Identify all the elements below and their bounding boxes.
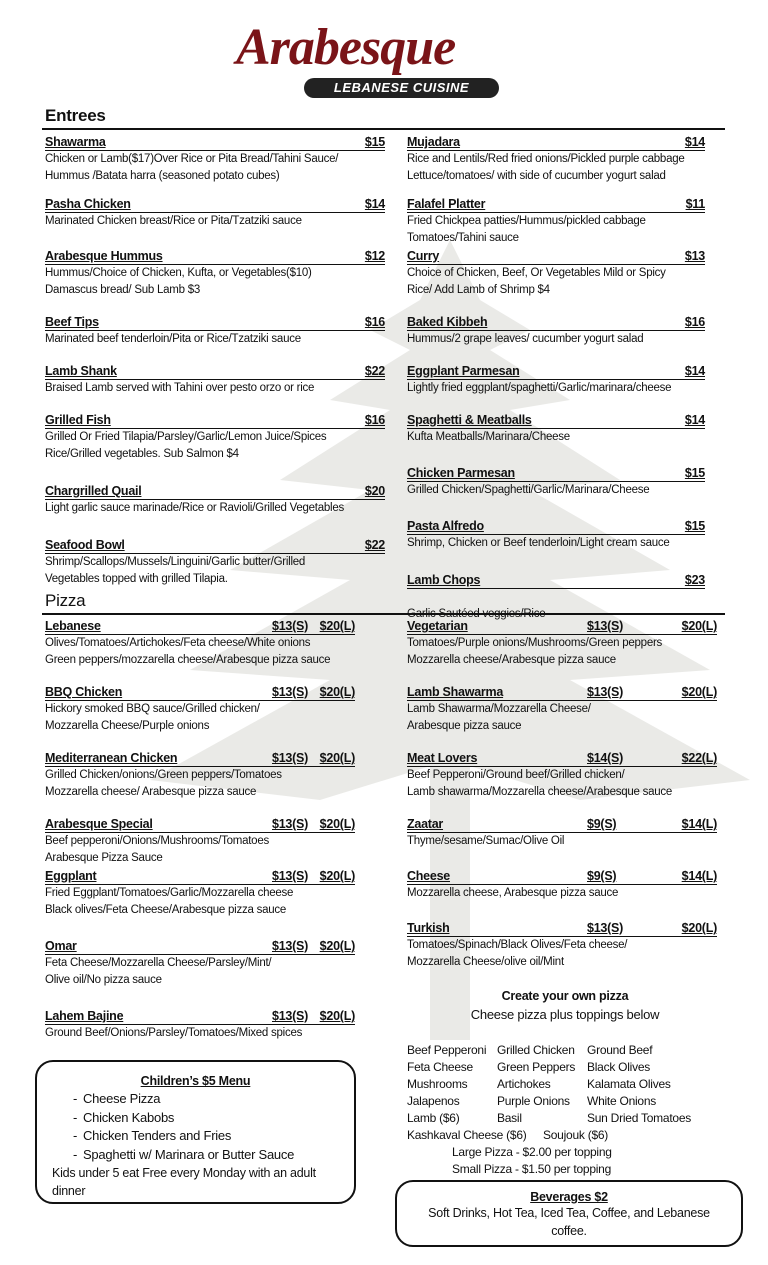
- menu-item-description: Beef Pepperoni/Ground beef/Grilled chicken/: [407, 769, 625, 781]
- menu-item-name: Grilled Fish: [45, 413, 111, 427]
- menu-item-header: [407, 465, 705, 482]
- menu-item-description: Thyme/sesame/Sumac/Olive Oil: [407, 835, 565, 847]
- menu-item-name: Eggplant Parmesan: [407, 364, 520, 378]
- toppings-list: [407, 1042, 707, 1178]
- menu-item-name: Arabesque Hummus: [45, 249, 163, 263]
- bullet-dash: -: [73, 1128, 78, 1143]
- topping-option: Beef Pepperoni: [407, 1043, 487, 1057]
- menu-item-description: Chicken or Lamb($17)Over Rice or Pita Bread/Tahini Sauce/: [45, 153, 339, 165]
- menu-item-name: Baked Kibbeh: [407, 315, 488, 329]
- menu-item-description: Marinated beef tenderloin/Pita or Rice/Tzatziki sauce: [45, 333, 301, 345]
- menu-item-header: [407, 816, 717, 833]
- menu-item-description: Beef pepperoni/Onions/Mushrooms/Tomatoes: [45, 835, 269, 847]
- menu-item: [407, 314, 705, 348]
- large-price: $20(L): [319, 817, 355, 831]
- menu-item-name: Zaatar: [407, 817, 444, 831]
- menu-item-description: Green peppers/mozzarella cheese/Arabesque pizza sauce: [45, 654, 331, 666]
- topping-option: Black Olives: [587, 1060, 651, 1074]
- menu-item-name: Lamb Shawarma: [407, 685, 504, 699]
- menu-item-price: $15: [684, 519, 705, 533]
- children-item-label: Chicken Kabobs: [83, 1109, 175, 1125]
- toppings-row: [407, 1127, 707, 1144]
- menu-item-price: $22: [364, 538, 385, 552]
- menu-item-price: $13: [684, 249, 705, 263]
- menu-item-header: [45, 196, 385, 213]
- menu-item-header: [45, 363, 385, 380]
- menu-item-price: $14: [684, 364, 705, 378]
- menu-item-description: Braised Lamb served with Tahini over pesto orzo or rice: [45, 382, 315, 394]
- menu-item-name: BBQ Chicken: [45, 685, 123, 699]
- menu-item-name: Eggplant: [45, 869, 97, 883]
- menu-item-description: Vegetables topped with grilled Tilapia.: [45, 573, 228, 585]
- children-item-label: Cheese Pizza: [83, 1091, 161, 1106]
- menu-item: [407, 412, 705, 446]
- toppings-row: [407, 1042, 707, 1059]
- large-price: $14(L): [681, 869, 717, 883]
- entrees-heading: Entrees: [45, 106, 106, 125]
- menu-item-description: Grilled Chicken/Spaghetti/Garlic/Marinara/Cheese: [407, 484, 650, 496]
- menu-item-header: [45, 618, 355, 635]
- menu-item: [45, 750, 355, 801]
- menu-item-description: Lightly fried eggplant/spaghetti/Garlic/marinara/cheese: [407, 382, 672, 394]
- menu-item-name: Pasta Alfredo: [407, 519, 484, 533]
- restaurant-logo: [230, 18, 520, 104]
- menu-item: [407, 618, 717, 669]
- menu-item-description: Feta Cheese/Mozzarella Cheese/Parsley/Mint/: [45, 957, 272, 969]
- menu-item-header: [45, 537, 385, 554]
- large-price: $20(L): [319, 869, 355, 883]
- menu-item-price: $23: [684, 573, 705, 587]
- topping-option: Kashkaval Cheese ($6): [407, 1128, 527, 1142]
- menu-item-price: $22: [364, 364, 385, 378]
- menu-item-name: Lahem Bajine: [45, 1009, 124, 1023]
- menu-item: [407, 465, 705, 499]
- menu-item: [45, 248, 385, 299]
- topping-option: White Onions: [587, 1094, 657, 1108]
- menu-item-name: Seafood Bowl: [45, 538, 125, 552]
- menu-item-description: Hickory smoked BBQ sauce/Grilled chicken/: [45, 703, 260, 715]
- menu-item-name: Lamb Shank: [45, 364, 117, 378]
- menu-item-header: [45, 750, 355, 767]
- toppings-row: [407, 1093, 707, 1110]
- small-price: $13(S): [272, 685, 309, 699]
- menu-item-description: Fried Eggplant/Tomatoes/Garlic/Mozzarella cheese: [45, 887, 294, 899]
- menu-item-header: [407, 618, 717, 635]
- menu-item-description: Marinated Chicken breast/Rice or Pita/Tzatziki sauce: [45, 215, 302, 227]
- menu-item-description: Black olives/Feta Cheese/Arabesque pizza sauce: [45, 904, 287, 916]
- children-menu-item: [37, 1127, 354, 1146]
- topping-option: Basil: [497, 1111, 522, 1125]
- menu-item-description: Rice/ Add Lamb of Shrimp $4: [407, 284, 550, 296]
- logo-tagline: LEBANESE CUISINE: [304, 78, 499, 98]
- menu-item: [407, 363, 705, 397]
- children-menu-title: Children’s $5 Menu: [140, 1074, 251, 1088]
- menu-item: [407, 518, 705, 552]
- menu-item-header: [407, 868, 717, 885]
- large-price: $20(L): [319, 939, 355, 953]
- menu-item-description: Olives/Tomatoes/Artichokes/Feta cheese/White onions: [45, 637, 311, 649]
- small-price: $9(S): [587, 817, 617, 831]
- small-price: $13(S): [272, 619, 309, 633]
- small-price: $13(S): [587, 921, 624, 935]
- large-price: $20(L): [319, 619, 355, 633]
- bullet-dash: -: [73, 1109, 78, 1125]
- menu-item-header: [407, 572, 705, 589]
- menu-item-description: Hummus /Batata harra (seasoned potato cubes): [45, 170, 280, 182]
- toppings-row: [407, 1059, 707, 1076]
- menu-item-price: $15: [684, 466, 705, 480]
- large-price: $20(L): [319, 751, 355, 765]
- menu-item-name: Falafel Platter: [407, 197, 486, 211]
- menu-item-price: $16: [364, 315, 385, 329]
- menu-item-name: Shawarma: [45, 135, 106, 149]
- menu-item-name: Beef Tips: [45, 315, 99, 329]
- menu-item-description: Tomatoes/Tahini sauce: [407, 232, 519, 244]
- menu-item: [407, 816, 717, 850]
- menu-item-header: [407, 196, 705, 213]
- topping-option: Ground Beef: [587, 1043, 653, 1057]
- menu-item-description: Ground Beef/Onions/Parsley/Tomatoes/Mixed spices: [45, 1027, 303, 1039]
- menu-item-description: Olive oil/No pizza sauce: [45, 974, 162, 986]
- menu-item-price: $16: [684, 315, 705, 329]
- menu-item-header: [407, 518, 705, 535]
- children-item-label: Chicken Tenders and Fries: [83, 1128, 232, 1143]
- menu-item-name: Vegetarian: [407, 619, 468, 633]
- pizza-heading: Pizza: [45, 591, 86, 610]
- menu-item-description: Lamb shawarma/Mozzarella cheese/Arabesque sauce: [407, 786, 673, 798]
- topping-option: Mushrooms: [407, 1077, 468, 1091]
- logo-script: Arabesque: [236, 19, 456, 76]
- menu-item-name: Mediterranean Chicken: [45, 751, 178, 765]
- menu-item-description: Mozzarella Cheese/Purple onions: [45, 720, 210, 732]
- large-price: $20(L): [681, 921, 717, 935]
- menu-item-header: [407, 920, 717, 937]
- menu-item-price: $11: [685, 197, 705, 211]
- large-price: $20(L): [681, 619, 717, 633]
- small-price: $14(S): [587, 751, 624, 765]
- beverages-title: Beverages $2: [530, 1190, 608, 1204]
- create-pizza-title: Create your own pizza: [501, 989, 629, 1003]
- small-price: $13(S): [272, 939, 309, 953]
- menu-item-header: [407, 684, 717, 701]
- topping-option: Artichokes: [497, 1077, 551, 1091]
- menu-item-price: $14: [684, 413, 705, 427]
- menu-item-description: Arabesque pizza sauce: [407, 720, 522, 732]
- menu-item-description: Hummus/2 grape leaves/ cucumber yogurt salad: [407, 333, 644, 345]
- children-menu-item: [37, 1109, 354, 1128]
- menu-item-header: [407, 248, 705, 265]
- menu-item: [407, 868, 717, 902]
- small-price: $13(S): [587, 619, 624, 633]
- large-topping-price: Large Pizza - $2.00 per topping: [452, 1145, 612, 1159]
- children-note: Kids under 5 eat Free every Monday with an adult dinner: [52, 1166, 316, 1198]
- menu-item-description: Lettuce/tomatoes/ with side of cucumber yogurt salad: [407, 170, 666, 182]
- menu-item-name: Pasha Chicken: [45, 197, 131, 211]
- children-menu-box: [35, 1060, 356, 1204]
- menu-item-description: Damascus bread/ Sub Lamb $3: [45, 284, 200, 296]
- topping-option: Soujouk ($6): [543, 1128, 609, 1142]
- menu-item-header: [45, 684, 355, 701]
- menu-item: [45, 938, 355, 989]
- menu-item: [407, 750, 717, 801]
- menu-item-description: Choice of Chicken, Beef, Or Vegetables Mild or Spicy: [407, 267, 666, 279]
- menu-item-price: $15: [364, 135, 385, 149]
- menu-item-price: $14: [364, 197, 385, 211]
- menu-item-header: [407, 314, 705, 331]
- entrees-divider: [42, 128, 725, 130]
- menu-item-description: Tomatoes/Spinach/Black Olives/Feta cheese/: [407, 939, 628, 951]
- menu-item-description: Tomatoes/Purple onions/Mushrooms/Green peppers: [407, 637, 663, 649]
- small-price: $13(S): [587, 685, 624, 699]
- small-price: $13(S): [272, 869, 309, 883]
- toppings-row: [407, 1076, 707, 1093]
- menu-item: [45, 412, 385, 463]
- menu-item: [45, 618, 355, 669]
- toppings-row: [407, 1110, 707, 1127]
- menu-item-header: [45, 816, 355, 833]
- menu-item-name: Lamb Chops: [407, 573, 481, 587]
- menu-item-header: [45, 314, 385, 331]
- large-price: $22(L): [681, 751, 717, 765]
- menu-item: [45, 537, 385, 588]
- menu-item-description: Hummus/Choice of Chicken, Kufta, or Vegetables($10): [45, 267, 312, 279]
- large-price: $20(L): [319, 685, 355, 699]
- menu-item: [45, 868, 355, 919]
- topping-option: Grilled Chicken: [497, 1043, 575, 1057]
- menu-item-description: Mozzarella Cheese/olive oil/Mint: [407, 956, 564, 968]
- menu-item-price: $12: [364, 249, 385, 263]
- menu-item: [407, 572, 705, 623]
- small-topping-price: Small Pizza - $1.50 per topping: [452, 1162, 612, 1176]
- menu-item: [45, 816, 355, 867]
- menu-item-name: Turkish: [407, 921, 450, 935]
- menu-item-name: Lebanese: [45, 619, 101, 633]
- children-menu-item: [37, 1146, 354, 1165]
- topping-option: Kalamata Olives: [587, 1077, 671, 1091]
- menu-item-description: Rice/Grilled vegetables. Sub Salmon $4: [45, 448, 239, 460]
- menu-item-name: Arabesque Special: [45, 817, 153, 831]
- menu-item-description: Grilled Or Fried Tilapia/Parsley/Garlic/Lemon Juice/Spices: [45, 431, 327, 443]
- topping-option: Jalapenos: [407, 1094, 460, 1108]
- menu-item-description: Rice and Lentils/Red fried onions/Pickled purple cabbage: [407, 153, 685, 165]
- menu-item-header: [45, 868, 355, 885]
- menu-item-name: Chargrilled Quail: [45, 484, 142, 498]
- menu-item: [407, 920, 717, 971]
- menu-item: [407, 134, 705, 185]
- menu-item-description: Mozzarella cheese, Arabesque pizza sauce: [407, 887, 619, 899]
- menu-item: [407, 196, 705, 247]
- menu-item-description: Kufta Meatballs/Marinara/Cheese: [407, 431, 570, 443]
- small-price: $13(S): [272, 1009, 309, 1023]
- menu-item: [407, 684, 717, 735]
- large-price: $20(L): [319, 1009, 355, 1023]
- menu-item-header: [45, 412, 385, 429]
- menu-item-header: [45, 938, 355, 955]
- menu-item-name: Cheese: [407, 869, 450, 883]
- menu-item-header: [407, 134, 705, 151]
- menu-item-name: Chicken Parmesan: [407, 466, 515, 480]
- children-item-label: Spaghetti w/ Marinara or Butter Sauce: [83, 1146, 295, 1162]
- topping-option: Green Peppers: [497, 1060, 576, 1074]
- beverages-box: [395, 1180, 743, 1247]
- menu-item-description: Garlic Sautéed veggies/Rice: [407, 608, 546, 620]
- menu-item-description: Fried Chickpea patties/Hummus/pickled cabbage: [407, 215, 646, 227]
- menu-item-name: Omar: [45, 939, 77, 953]
- small-price: $13(S): [272, 817, 309, 831]
- menu-item-price: $20: [364, 484, 385, 498]
- menu-item-description: Mozzarella cheese/ Arabesque pizza sauce: [45, 786, 257, 798]
- large-price: $14(L): [681, 817, 717, 831]
- menu-item-header: [407, 363, 705, 380]
- menu-item: [407, 248, 705, 299]
- menu-item-name: Spaghetti & Meatballs: [407, 413, 532, 427]
- menu-item: [45, 684, 355, 735]
- menu-item-header: [407, 412, 705, 429]
- create-pizza-subtitle: Cheese pizza plus toppings below: [470, 1007, 660, 1022]
- menu-item-description: Lamb Shawarma/Mozzarella Cheese/: [407, 703, 591, 715]
- menu-item-header: [45, 483, 385, 500]
- bullet-dash: -: [73, 1091, 78, 1106]
- children-menu-item: [37, 1090, 354, 1109]
- topping-option: Lamb ($6): [407, 1111, 460, 1125]
- menu-item-price: $16: [364, 413, 385, 427]
- menu-item-description: Shrimp, Chicken or Beef tenderloin/Light cream sauce: [407, 537, 670, 549]
- large-price: $20(L): [681, 685, 717, 699]
- menu-item-name: Meat Lovers: [407, 751, 478, 765]
- menu-item: [45, 483, 385, 517]
- menu-item: [45, 314, 385, 348]
- menu-item: [45, 363, 385, 397]
- menu-item-name: Mujadara: [407, 135, 460, 149]
- menu-item-header: [45, 134, 385, 151]
- menu-item-description: Arabesque Pizza Sauce: [45, 852, 163, 864]
- topping-option: Feta Cheese: [407, 1060, 473, 1074]
- menu-item-header: [45, 248, 385, 265]
- menu-item-description: [407, 589, 705, 606]
- menu-item-header: [407, 750, 717, 767]
- beverages-text: Soft Drinks, Hot Tea, Iced Tea, Coffee, and Lebanese coffee.: [428, 1206, 710, 1238]
- small-price: $9(S): [587, 869, 617, 883]
- menu-item: [45, 196, 385, 230]
- menu-item-header: [45, 1008, 355, 1025]
- menu-item-description: Shrimp/Scallops/Mussels/Linguini/Garlic butter/Grilled: [45, 556, 306, 568]
- menu-item-description: Light garlic sauce marinade/Rice or Ravioli/Grilled Vegetables: [45, 502, 344, 514]
- topping-option: Sun Dried Tomatoes: [587, 1111, 692, 1125]
- small-price: $13(S): [272, 751, 309, 765]
- topping-option: Purple Onions: [497, 1094, 570, 1108]
- menu-item-price: $14: [684, 135, 705, 149]
- bullet-dash: -: [73, 1146, 78, 1162]
- menu-item-description: Grilled Chicken/onions/Green peppers/Tomatoes: [45, 769, 282, 781]
- menu-item: [45, 1008, 355, 1042]
- menu-item-name: Curry: [407, 249, 440, 263]
- menu-item-description: Mozzarella cheese/Arabesque pizza sauce: [407, 654, 616, 666]
- menu-item: [45, 134, 385, 185]
